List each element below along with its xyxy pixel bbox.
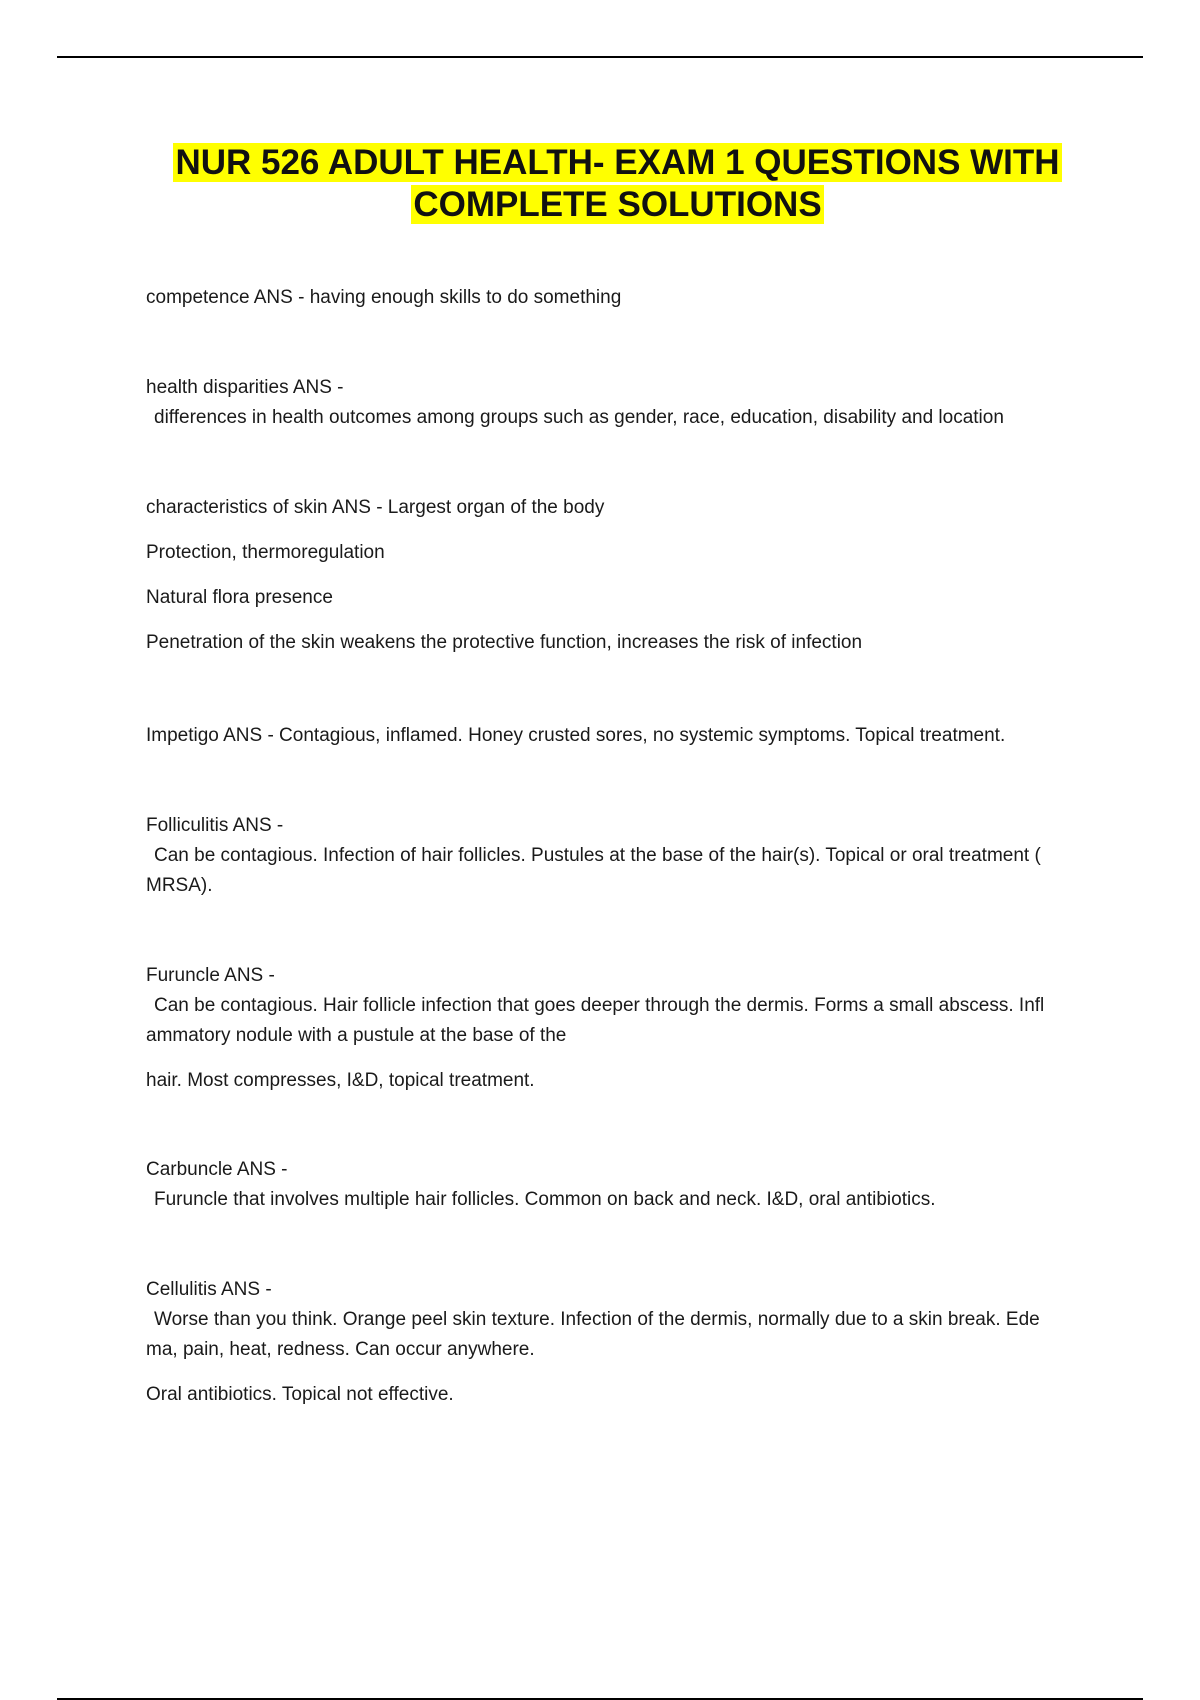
entry-term: Folliculitis ANS - [146, 815, 284, 836]
title-line-1: NUR 526 ADULT HEALTH- EXAM 1 QUESTIONS WITH [175, 143, 1060, 182]
entry-cellulitis [146, 1275, 1091, 1410]
top-rule [57, 56, 1143, 58]
entry-text: characteristics of skin ANS - Largest organ of the body [146, 497, 605, 518]
entry-text: Natural flora presence [146, 587, 333, 608]
document-title [0, 142, 1200, 226]
entry-term: Furuncle ANS - [146, 965, 275, 986]
entry-text: Protection, thermoregulation [146, 542, 385, 563]
entry-folliculitis [146, 811, 1091, 901]
entry-text: Can be contagious. Infection of hair follicles. Pustules at the base of the hair(s). Topical or oral treatment ( [154, 845, 1041, 866]
entry-text: ammatory nodule with a pustule at the base of the [146, 1025, 567, 1046]
entry-term: Carbuncle ANS - [146, 1159, 288, 1180]
entry-term: health disparities ANS - [146, 377, 344, 398]
entry-characteristics-of-skin [146, 493, 1091, 658]
entry-text: hair. Most compresses, I&D, topical treatment. [146, 1070, 535, 1091]
entry-carbuncle [146, 1155, 1091, 1215]
entry-text: Worse than you think. Orange peel skin texture. Infection of the dermis, normally due to a skin break. Ede [154, 1309, 1040, 1330]
entry-text: differences in health outcomes among groups such as gender, race, education, disability and location [154, 407, 1004, 428]
entry-text: Penetration of the skin weakens the protective function, increases the risk of infection [146, 632, 863, 653]
entry-furuncle [146, 961, 1091, 1096]
entry-text: Impetigo ANS - Contagious, inflamed. Honey crusted sores, no systemic symptoms. Topical treatment. [146, 725, 1006, 746]
entry-text: Oral antibiotics. Topical not effective. [146, 1384, 454, 1405]
entry-competence [146, 283, 1091, 313]
entry-health-disparities [146, 373, 1091, 433]
entry-impetigo [146, 721, 1091, 751]
entry-text: competence ANS - having enough skills to do something [146, 287, 622, 308]
entry-text: Furuncle that involves multiple hair follicles. Common on back and neck. I&D, oral antibiotics. [154, 1189, 936, 1210]
entry-text: ma, pain, heat, redness. Can occur anywhere. [146, 1339, 535, 1360]
entry-text: MRSA). [146, 875, 213, 896]
title-line-2: COMPLETE SOLUTIONS [413, 185, 822, 224]
entry-term: Cellulitis ANS - [146, 1279, 272, 1300]
entry-text: Can be contagious. Hair follicle infection that goes deeper through the dermis. Forms a small abscess. Infl [154, 995, 1045, 1016]
